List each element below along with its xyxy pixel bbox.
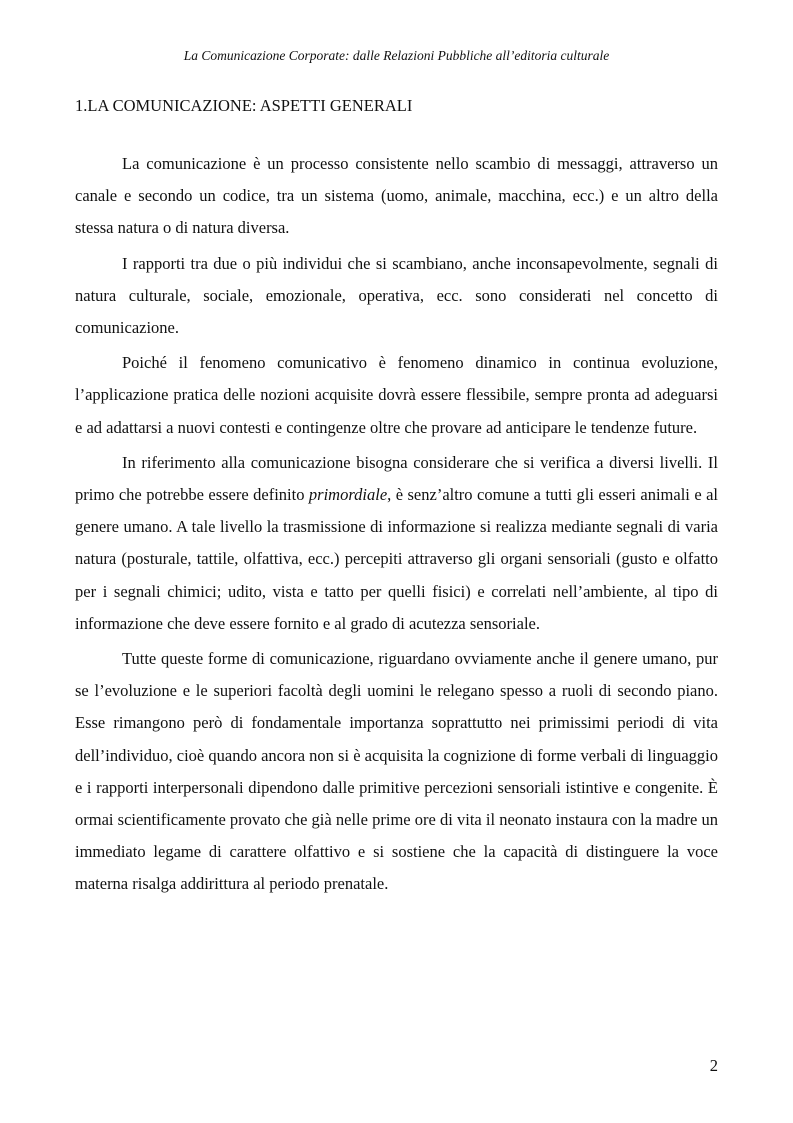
paragraph-2: I rapporti tra due o più individui che si scambiano, anche inconsapevolmente, segnali di natura culturale, sociale, emozionale, operativa, ecc. sono considerati nel concetto di comunicazione. <box>75 253 718 338</box>
body-text <box>75 148 718 901</box>
page-body <box>75 93 718 904</box>
paragraph-4-text-start: In riferimento alla comunicazione bisogna considerare che si verifica a diversi livelli. Il primo che potrebbe essere definito <box>75 452 718 505</box>
running-header: La Comunicazione Corporate: dalle Relazioni Pubbliche all’editoria culturale <box>183 48 610 63</box>
page-number: 2 <box>709 1056 718 1075</box>
paragraph-5: Tutte queste forme di comunicazione, riguardano ovviamente anche il genere umano, pur se l’evoluzione e le superiori facoltà degli uomini le relegano spesso a ruoli di secondo piano. Esse rimangono però di fondamentale importanza soprattutto nei primissimi periodi di vita dell’individuo, cioè quando ancora non si è acquisita la cognizione di forme verbali di linguaggio e i rapporti interpersonali dipendono dalle primitive percezioni sensoriali istintive e congenite. È ormai scientificamente provato che già nelle prime ore di vita il neonato instaura con la madre un immediato legame di carattere olfattivo e si sostiene che la capacità di distinguere la voce materna risalga addirittura al periodo prenatale. <box>75 649 718 894</box>
paragraph-3: Poiché il fenomeno comunicativo è fenomeno dinamico in continua evoluzione, l’applicazione pratica delle nozioni acquisite dovrà essere flessibile, sempre pronta ad adeguarsi e ad adattarsi a nuovi contesti e contingenze oltre che provare ad anticipare le tendenze future. <box>75 353 718 437</box>
paragraph-4-emphasis: primordiale <box>308 485 388 505</box>
paragraph-1: La comunicazione è un processo consistente nello scambio di messaggi, attraverso un canale e secondo un codice, tra un sistema (uomo, animale, macchina, ecc.) e un altro della stessa natura o di natura diversa. <box>75 154 718 238</box>
section-title: 1.LA COMUNICAZIONE: ASPETTI GENERALI <box>75 96 413 115</box>
paragraph-4 <box>75 447 718 640</box>
paragraph-4-text-end: , è senz’altro comune a tutti gli esseri animali e al genere umano. A tale livello la trasmissione di informazione si realizza mediante segnali di varia natura (posturale, tattile, olfattiva, ecc.) percepiti attraverso gli organi sensoriali (gusto e olfatto per i segnali chimici; udito, vista e tatto per quelli fisici) e correlati nell’ambiente, al tipo di informazione che deve essere fornito e al grado di acutezza sensoriale. <box>75 485 718 633</box>
